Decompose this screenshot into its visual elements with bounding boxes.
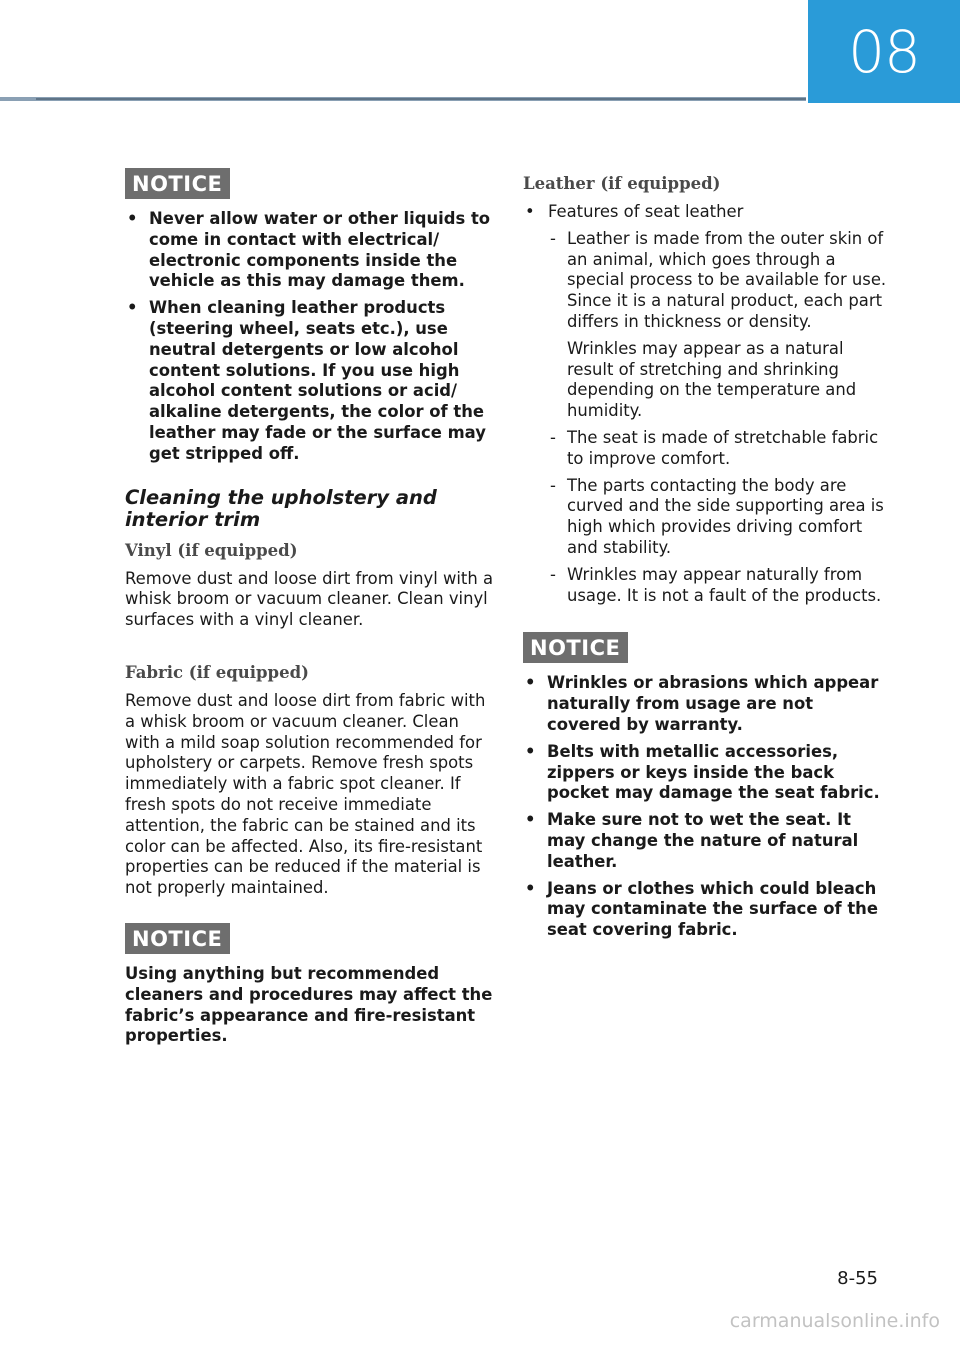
leather-list xyxy=(523,202,888,606)
right-column xyxy=(523,174,888,947)
dash-item: - Leather is made from the outer skin of an animal, which goes through a special process to be available for use. Since it is a natural product, each part differs in thickness or density. Wrinkles may appear as a natural result of stretching and shrinking depending on the temperature and humidity. xyxy=(550,228,887,421)
notice-item: • Wrinkles or abrasions which appear naturally from usage are not covered by warranty. xyxy=(525,673,879,734)
bullet-icon: • xyxy=(525,673,536,693)
dash-item: - The seat is made of stretchable fabric to improve comfort. xyxy=(550,427,879,468)
notice-item: • Make sure not to wet the seat. It may change the nature of natural leather. xyxy=(525,810,859,871)
notice-list xyxy=(125,209,493,465)
notice-item: • Jeans or clothes which could bleach may contaminate the surface of the seat covering fabric. xyxy=(525,878,878,940)
dash-icon: - xyxy=(550,564,556,584)
dash-icon: - xyxy=(550,427,556,447)
notice-badge: NOTICE xyxy=(523,632,628,663)
bullet-icon: • xyxy=(525,810,536,830)
notice-item: • When cleaning leather products (steering wheel, seats etc.), use neutral detergents or low alcohol content solutions. If you use high alcohol content solutions or acid/ alkaline detergents, the color of the leather may fade or the surface may get stripped off. xyxy=(127,298,486,463)
notice-item: • Belts with metallic accessories, zippers or keys inside the back pocket may damage the seat fabric. xyxy=(525,741,880,803)
watermark: carmanualsonline.info xyxy=(729,1310,940,1332)
fabric-title: Fabric (if equipped) xyxy=(125,662,309,682)
bullet-icon: • xyxy=(127,298,138,318)
header-rule-accent xyxy=(36,98,806,100)
bullet-icon: • xyxy=(525,741,536,761)
dash-item: - The parts contacting the body are curved and the side supporting area is high which provides driving comfort and stability. xyxy=(550,475,884,557)
notice-badge: NOTICE xyxy=(125,168,230,199)
leather-title: Leather (if equipped) xyxy=(523,174,721,193)
bullet-icon: • xyxy=(525,202,535,221)
notice-text: Using anything but recommended cleaners and procedures may affect the fabric’s appearance and fire-resistant properties. xyxy=(125,963,493,1046)
bullet-icon: • xyxy=(525,878,536,898)
dash-item: - Wrinkles may appear naturally from usage. It is not a fault of the products. xyxy=(550,564,882,605)
notice-box-3 xyxy=(523,632,888,941)
leather-bullet: • Features of seat leather - Leather is made from the outer skin of an animal, which goes through a special process to be available for use. Since it is a natural product, each part differs in thickness or density. Wrinkles may appear as a natural result of stretching and shrinking depending on the temperature and humidity. - The seat is made of stretchable fabric to improve comfort. - The parts contacting the body are curved and the side supporting area is high which provides driving comfort and stability. - Wrinkles may appear naturally from usage. It is not a fault of the products. xyxy=(525,202,887,605)
bullet-icon: • xyxy=(127,209,138,228)
notice-item: • Never allow water or other liquids to come in contact with electrical/ electronic components inside the vehicle as this may damage them. xyxy=(127,209,491,291)
section-title: Cleaning the upholstery and interior trim xyxy=(125,485,437,531)
notice-box-2 xyxy=(125,923,493,1047)
notice-box-1 xyxy=(125,168,493,465)
page-number: 8-55 xyxy=(837,1268,878,1289)
leather-dash-list xyxy=(548,229,888,607)
chapter-tab xyxy=(808,0,960,103)
vinyl-title: Vinyl (if equipped) xyxy=(125,540,298,560)
fabric-text: Remove dust and loose dirt from fabric with a whisk broom or vacuum cleaner. Clean with a mild soap solution recommended for upholstery or carpets. Remove fresh spots immediately with a fabric spot cleaner. If fresh spots do not receive immediate attention, the fabric can be stained and its color can be affected. Also, its fire-resistant properties can be reduced if the material is not properly maintained. xyxy=(125,690,486,898)
notice-badge: NOTICE xyxy=(125,923,230,954)
vinyl-text: Remove dust and loose dirt from vinyl with a whisk broom or vacuum cleaner. Clean vinyl surfaces with a vinyl cleaner. xyxy=(125,568,494,630)
notice-list xyxy=(523,673,888,941)
left-column xyxy=(125,168,493,1047)
dash-icon: - xyxy=(550,228,556,248)
dash-icon: - xyxy=(550,475,556,495)
chapter-number: 08 xyxy=(848,17,920,86)
